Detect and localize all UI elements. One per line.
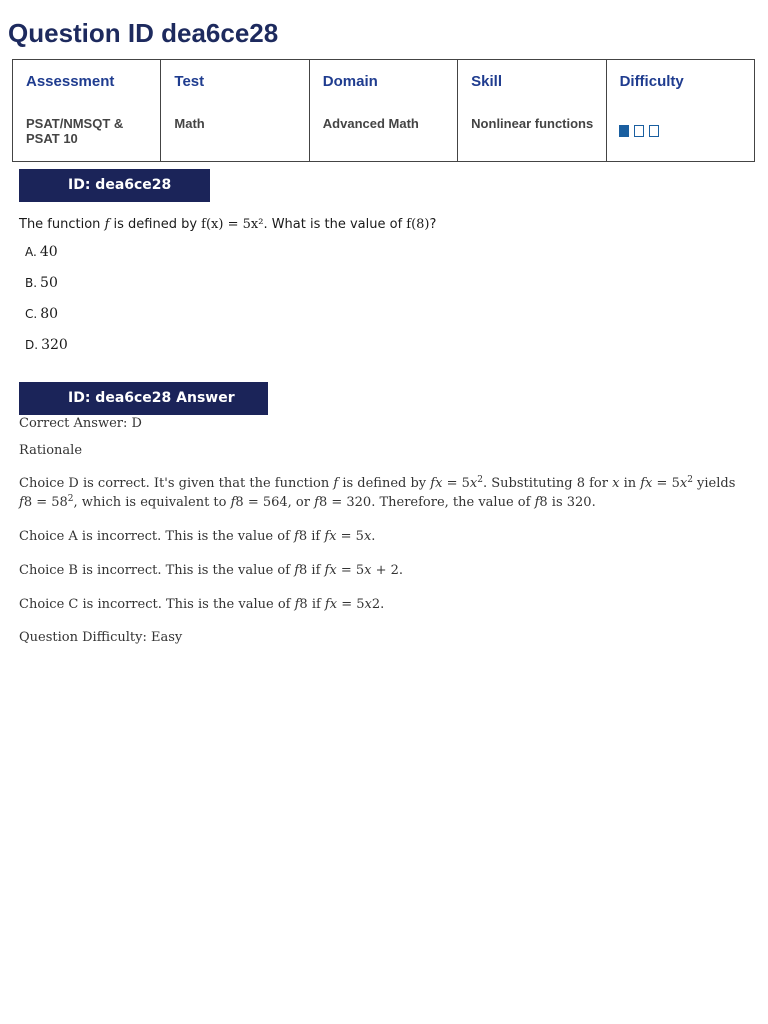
choice-a-explanation: Choice A is incorrect. This is the value of f8 if fx = 5x. [19,529,376,544]
correct-answer: Correct Answer: D [19,416,142,431]
test-cell [161,60,309,162]
assessment-value: PSAT/NMSQT & PSAT 10 [26,116,124,146]
choice-d-explanation-line2: $f8 = 58^2$, which is equivalent to f8 = 564, or f8 = 320. Therefore, the value of f8 is 320. [19,494,596,510]
domain-value: Advanced Math [322,116,419,131]
choice-c-explanation: Choice C is incorrect. This is the value of f8 if fx = 5x2. [19,597,385,612]
function-definition: f(x) = 5x² [201,217,264,232]
difficulty-box-filled [619,125,629,137]
skill-cell [458,60,606,162]
rationale-label: Rationale [19,443,83,458]
question-difficulty: Question Difficulty: Easy [19,630,183,645]
assessment-header: Assessment [26,73,115,90]
choice-d[interactable]: D. 320 [25,337,68,353]
test-header: Test [174,73,205,90]
choice-a[interactable]: A. 40 [25,244,58,260]
skill-value: Nonlinear functions [471,116,594,131]
skill-header: Skill [471,73,503,90]
question-text: The function f is defined by f(x) = 5x². What is the value of f(8)? [19,217,437,232]
domain-header: Domain [322,73,378,90]
domain-cell [309,60,457,162]
difficulty-box-empty [634,125,644,137]
question-id-banner: ID: dea6ce28 [19,169,210,202]
choice-b[interactable]: B. 50 [25,275,58,291]
page-title: Question ID dea6ce28 [8,18,279,48]
difficulty-header: Difficulty [619,73,684,90]
answer-choices [25,244,68,368]
difficulty-indicator [619,125,659,137]
assessment-cell [13,60,161,162]
difficulty-box-empty [649,125,659,137]
test-value: Math [174,116,205,131]
choice-b-explanation: Choice B is incorrect. This is the value of f8 if fx = 5x + 2. [19,563,404,578]
difficulty-cell [606,60,754,162]
question-meta-table [12,59,755,162]
answer-id-banner: ID: dea6ce28 Answer [19,382,268,415]
choice-c[interactable]: C. 80 [25,306,59,322]
choice-d-explanation-line1: Choice D is correct. It's given that the function f is defined by fx = $5x^2$. Substituting 8 for x in fx = $5x^2$ yields [19,475,736,491]
